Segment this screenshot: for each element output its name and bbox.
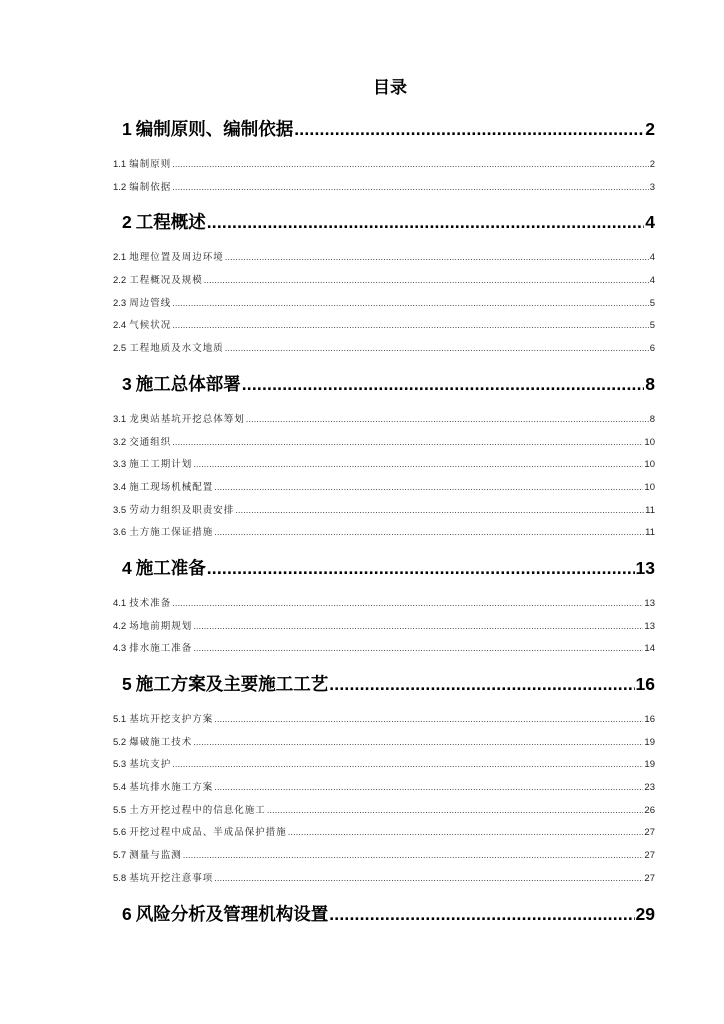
dot-leader — [235, 500, 644, 523]
subsection-number: 5.8 — [113, 872, 127, 884]
subsection-number: 5.3 — [113, 759, 127, 771]
subsection-title: 气候状况 — [129, 320, 172, 332]
toc-section-entry[interactable] — [113, 111, 655, 147]
page-number: 8 — [649, 413, 655, 425]
subsection-number: 5.4 — [113, 782, 127, 794]
page-number: 10 — [644, 481, 655, 493]
subsection-title: 编制依据 — [129, 181, 172, 193]
page-number: 8 — [645, 373, 655, 394]
page-number: 4 — [645, 212, 655, 233]
section-title: 施工方案及主要施工工艺 — [135, 674, 329, 694]
page-number: 29 — [635, 903, 655, 924]
subsection-number: 5.2 — [113, 736, 127, 748]
toc-subsection-entry[interactable] — [113, 477, 655, 500]
page-number: 5 — [649, 320, 655, 332]
subsection-number: 4.1 — [113, 597, 127, 609]
section-number: 1 — [122, 119, 132, 139]
subsection-number: 5.1 — [113, 714, 127, 725]
section-title: 编制原则、编制依据 — [135, 119, 294, 139]
dot-leader — [329, 666, 634, 702]
page-number: 19 — [644, 736, 655, 748]
dot-leader — [204, 270, 649, 293]
page-number: 2 — [645, 119, 655, 139]
dot-leader — [183, 845, 644, 868]
dot-leader — [172, 315, 648, 338]
dot-leader — [214, 868, 643, 891]
section-number: 2 — [122, 212, 132, 233]
subsection-title: 基坑排水施工方案 — [129, 782, 214, 794]
subsection-number: 5.5 — [113, 804, 127, 816]
section-number: 5 — [122, 674, 132, 694]
page-number: 16 — [644, 714, 655, 725]
toc-section-entry[interactable] — [113, 666, 655, 702]
page-number: 11 — [645, 504, 655, 516]
subsection-title: 龙奥站基坑开挖总体筹划 — [129, 413, 245, 425]
subsection-number: 4.2 — [113, 620, 127, 632]
subsection-title: 土方施工保证措施 — [129, 527, 214, 539]
toc-subsection-entry[interactable] — [113, 522, 655, 545]
dot-leader — [225, 247, 649, 270]
page-number: 19 — [644, 759, 655, 771]
subsection-title: 地理位置及周边环境 — [129, 252, 224, 264]
dot-leader — [193, 638, 643, 661]
dot-leader — [225, 338, 649, 361]
subsection-number: 2.3 — [113, 297, 127, 309]
subsection-title: 周边管线 — [129, 297, 172, 309]
section-number: 3 — [122, 373, 132, 394]
subsection-number: 3.3 — [113, 459, 127, 471]
toc-section-entry[interactable] — [113, 366, 655, 402]
toc-section-entry[interactable] — [113, 550, 655, 586]
section-title: 风险分析及管理机构设置 — [135, 903, 329, 924]
subsection-number: 2.5 — [113, 343, 127, 355]
toc-subsection-entry[interactable] — [113, 338, 655, 361]
subsection-number: 3.2 — [113, 436, 127, 448]
page-number: 4 — [649, 275, 655, 287]
toc-subsection-entry[interactable] — [113, 616, 655, 639]
page-number: 6 — [649, 343, 655, 355]
toc-subsection-entry[interactable] — [113, 432, 655, 455]
toc-subsection-entry[interactable] — [113, 754, 655, 777]
subsection-number: 1.2 — [113, 181, 127, 193]
dot-leader — [214, 477, 643, 500]
page-number: 16 — [635, 674, 655, 694]
table-of-contents — [113, 106, 655, 939]
subsection-number: 5.7 — [113, 850, 127, 862]
subsection-title: 开挖过程中成品、半成品保护措施 — [129, 827, 287, 839]
dot-leader — [214, 522, 644, 545]
toc-subsection-entry[interactable] — [113, 709, 655, 732]
subsection-number: 5.6 — [113, 827, 127, 839]
page-number: 13 — [644, 620, 655, 632]
subsection-number: 3.1 — [113, 413, 127, 425]
subsection-title: 施工工期计划 — [129, 459, 193, 471]
dot-leader — [193, 454, 643, 477]
dot-leader — [172, 154, 648, 177]
page-number: 27 — [644, 827, 655, 839]
toc-subsection-entry[interactable] — [113, 409, 655, 432]
toc-subsection-entry[interactable] — [113, 777, 655, 800]
subsection-title: 工程地质及水文地质 — [129, 343, 224, 355]
toc-section-entry[interactable] — [113, 204, 655, 240]
subsection-number: 4.3 — [113, 643, 127, 655]
toc-subsection-entry[interactable] — [113, 732, 655, 755]
toc-subsection-entry[interactable] — [113, 293, 655, 316]
subsection-title: 编制原则 — [129, 159, 172, 170]
subsection-number: 3.4 — [113, 481, 127, 493]
subsection-title: 爆破施工技术 — [129, 736, 193, 748]
toc-subsection-entry[interactable] — [113, 315, 655, 338]
page-number: 27 — [644, 872, 655, 884]
dot-leader — [246, 409, 649, 432]
subsection-title: 施工现场机械配置 — [129, 481, 214, 493]
subsection-number: 2.4 — [113, 320, 127, 332]
dot-leader — [172, 432, 643, 455]
subsection-number: 3.6 — [113, 527, 127, 539]
subsection-title: 排水施工准备 — [129, 643, 193, 655]
toc-subsection-entry[interactable] — [113, 800, 655, 823]
page-number: 3 — [649, 181, 655, 193]
toc-subsection-entry[interactable] — [113, 154, 655, 177]
toc-subsection-entry[interactable] — [113, 177, 655, 200]
section-title: 工程概述 — [135, 212, 206, 233]
dot-leader — [172, 754, 643, 777]
toc-subsection-entry[interactable] — [113, 247, 655, 270]
dot-leader — [214, 777, 643, 800]
page-number: 4 — [649, 252, 655, 264]
page-number: 26 — [644, 804, 655, 816]
dot-leader — [207, 204, 645, 240]
page-number: 5 — [649, 297, 655, 309]
page-number: 13 — [644, 597, 655, 609]
toc-section-entry[interactable] — [113, 896, 655, 932]
page-number: 14 — [644, 643, 655, 655]
dot-leader — [329, 896, 634, 932]
toc-subsection-entry[interactable] — [113, 822, 655, 845]
toc-subsection-entry[interactable] — [113, 500, 655, 523]
toc-title: 目录 — [373, 78, 407, 97]
section-title: 施工总体部署 — [135, 373, 241, 394]
page-number: 27 — [644, 850, 655, 862]
dot-leader — [193, 616, 643, 639]
subsection-title: 测量与监测 — [129, 850, 182, 862]
section-title: 施工准备 — [135, 557, 206, 578]
subsection-title: 土方开挖过程中的信息化施工 — [129, 804, 266, 816]
dot-leader — [172, 177, 648, 200]
page-number: 23 — [644, 782, 655, 794]
subsection-title: 工程概况及规模 — [129, 275, 203, 287]
dot-leader — [193, 732, 643, 755]
subsection-number: 1.1 — [113, 159, 127, 170]
page-number: 11 — [645, 527, 655, 539]
page-number: 10 — [644, 436, 655, 448]
dot-leader — [288, 822, 644, 845]
dot-leader — [172, 293, 648, 316]
toc-subsection-entry[interactable] — [113, 868, 655, 891]
subsection-number: 2.2 — [113, 275, 127, 287]
toc-subsection-entry[interactable] — [113, 845, 655, 868]
dot-leader — [214, 709, 643, 732]
toc-subsection-entry[interactable] — [113, 454, 655, 477]
subsection-title: 劳动力组织及职责安排 — [129, 504, 235, 516]
page-number: 10 — [644, 459, 655, 471]
toc-subsection-entry[interactable] — [113, 638, 655, 661]
page-number: 2 — [649, 159, 655, 170]
toc-subsection-entry[interactable] — [113, 593, 655, 616]
section-number: 4 — [122, 557, 132, 578]
dot-leader — [207, 550, 635, 586]
subsection-title: 场地前期规划 — [129, 620, 193, 632]
subsection-number: 2.1 — [113, 252, 127, 264]
dot-leader — [242, 366, 645, 402]
dot-leader — [294, 111, 644, 147]
subsection-title: 基坑支护 — [129, 759, 172, 771]
subsection-title: 交通组织 — [129, 436, 172, 448]
subsection-title: 基坑开挖支护方案 — [129, 714, 214, 725]
page-number: 13 — [635, 557, 655, 578]
section-number: 6 — [122, 903, 132, 924]
subsection-number: 3.5 — [113, 504, 127, 516]
toc-subsection-entry[interactable] — [113, 270, 655, 293]
subsection-title: 技术准备 — [129, 597, 172, 609]
dot-leader — [267, 800, 644, 823]
dot-leader — [172, 593, 643, 616]
subsection-title: 基坑开挖注意事项 — [129, 872, 214, 884]
